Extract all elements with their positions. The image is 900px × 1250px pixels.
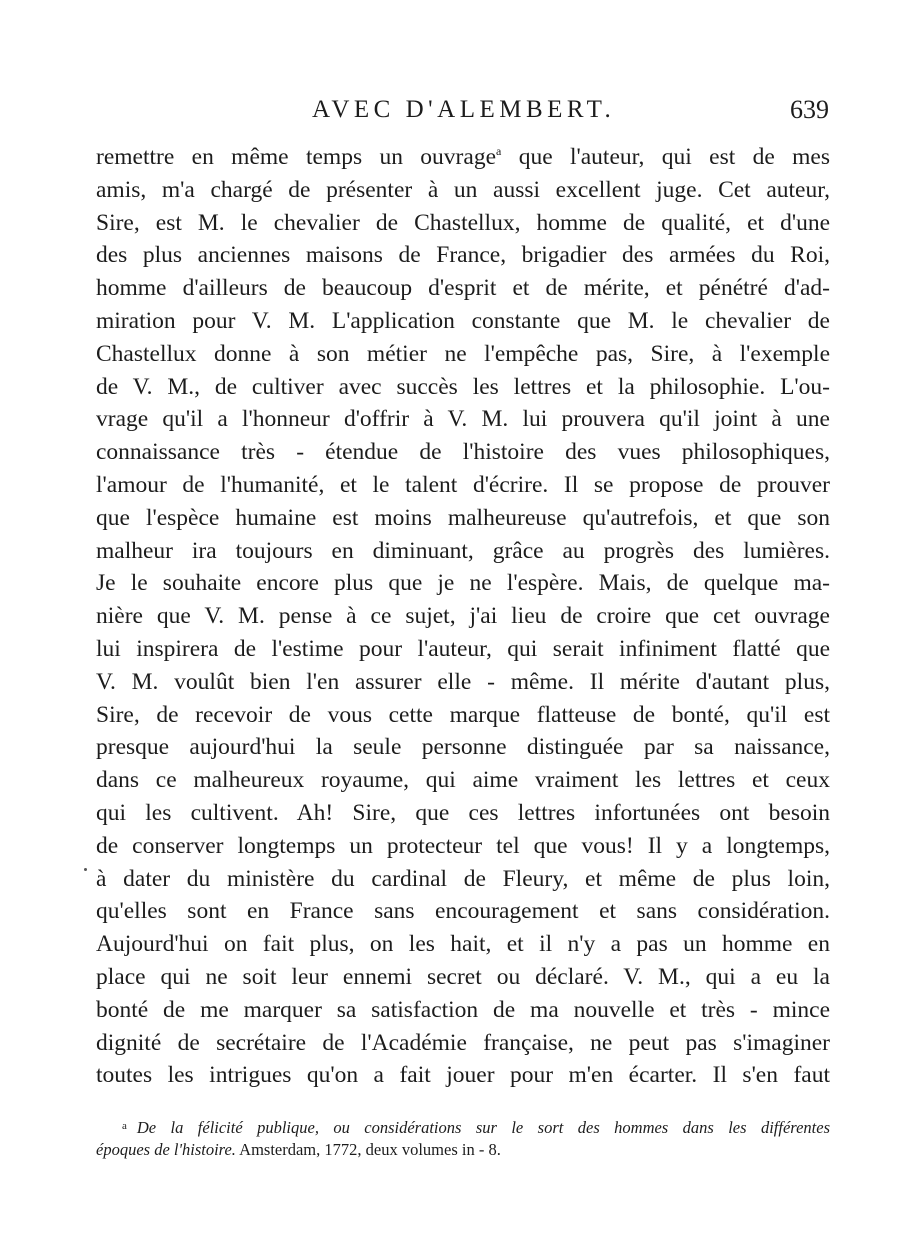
text-line: qui les cultivent. Ah! Sire, que ces lettres infortunées ont besoin xyxy=(96,799,830,826)
footnote xyxy=(96,1114,830,1162)
text-line: Chastellux donne à son métier ne l'empêche pas, Sire, à l'exemple xyxy=(96,340,830,367)
text-line: Aujourd'hui on fait plus, on les hait, et il n'y a pas un homme en xyxy=(96,931,830,958)
footnote-book-title-end: époques de l'histoire. xyxy=(96,1140,236,1159)
footnote-publication: Amsterdam, 1772, deux volumes in - 8. xyxy=(239,1140,501,1159)
text-line: V. M. voulût bien l'en assurer elle - même. Il mérite d'autant plus, xyxy=(96,668,830,695)
text-line: nière que V. M. pense à ce sujet, j'ai lieu de croire que cet ouvrage xyxy=(96,603,830,630)
text-line: toutes les intrigues qu'on a fait jouer pour m'en écarter. Il s'en faut xyxy=(96,1062,830,1089)
text-line: l'amour de l'humanité, et le talent d'écrire. Il se propose de prouver xyxy=(96,471,830,498)
text-line: presque aujourd'hui la seule personne distinguée par sa naissance, xyxy=(96,734,830,761)
text-line: malheur ira toujours en diminuant, grâce au progrès des lumières. xyxy=(96,537,830,564)
text-line: Je le souhaite encore plus que je ne l'espère. Mais, de quelque ma- xyxy=(96,570,830,597)
text-line: de conserver longtemps un protecteur tel que vous! Il y a longtemps, xyxy=(96,832,830,859)
running-head-title: AVEC D'ALEMBERT. xyxy=(312,96,616,123)
text-line: miration pour V. M. L'application constante que M. le chevalier de xyxy=(96,307,830,334)
text-line: Sire, est M. le chevalier de Chastellux, homme de qualité, et d'une xyxy=(96,209,830,236)
text-line: amis, m'a chargé de présenter à un aussi excellent juge. Cet auteur, xyxy=(96,176,830,203)
text-line: dans ce malheureux royaume, qui aime vraiment les lettres et ceux xyxy=(96,767,830,794)
text-line: à dater du ministère du cardinal de Fleury, et même de plus loin, xyxy=(96,865,830,892)
footnote-book-title: De la félicité publique, ou considérations sur le sort des hommes dans les différentes xyxy=(136,1118,830,1137)
text-line: lui inspirera de l'estime pour l'auteur, qui serait infiniment flatté que xyxy=(96,635,830,662)
text-line: des plus anciennes maisons de France, brigadier des armées du Roi, xyxy=(96,242,830,269)
text-line: Sire, de recevoir de vous cette marque flatteuse de bonté, qu'il est xyxy=(96,701,830,728)
text-line: dignité de secrétaire de l'Académie française, ne peut pas s'imaginer xyxy=(96,1029,830,1056)
footnote-reference: a xyxy=(496,144,502,158)
text-line-end: que l'auteur, qui est de mes xyxy=(518,144,830,170)
text-line: vrage qu'il a l'honneur d'offrir à V. M. lui prouvera qu'il joint à une xyxy=(96,406,830,433)
text-line: place qui ne soit leur ennemi secret ou déclaré. V. M., qui a eu la xyxy=(96,963,830,990)
text-line: qu'elles sont en France sans encouragement et sans considération. xyxy=(96,898,830,925)
footnote-line xyxy=(96,1114,830,1138)
footnote-line xyxy=(96,1138,830,1162)
text-line-start: remettre en même temps un ouvrage xyxy=(96,144,496,170)
page-number: 639 xyxy=(790,95,829,124)
text-line: de V. M., de cultiver avec succès les lettres et la philosophie. L'ou- xyxy=(96,373,830,400)
text-line: homme d'ailleurs de beaucoup d'esprit et de mérite, et pénétré d'ad- xyxy=(96,275,830,302)
text-line: bonté de me marquer sa satisfaction de ma nouvelle et très - mince xyxy=(96,996,830,1023)
text-line: connaissance très - étendue de l'histoire des vues philosophiques, xyxy=(96,439,830,466)
footnote-marker: a xyxy=(122,1120,127,1132)
margin-mark xyxy=(84,868,87,871)
text-line: que l'espèce humaine est moins malheureuse qu'autrefois, et que son xyxy=(96,504,830,531)
text-line xyxy=(96,141,830,174)
running-head xyxy=(0,92,900,128)
body-text xyxy=(96,141,830,1092)
